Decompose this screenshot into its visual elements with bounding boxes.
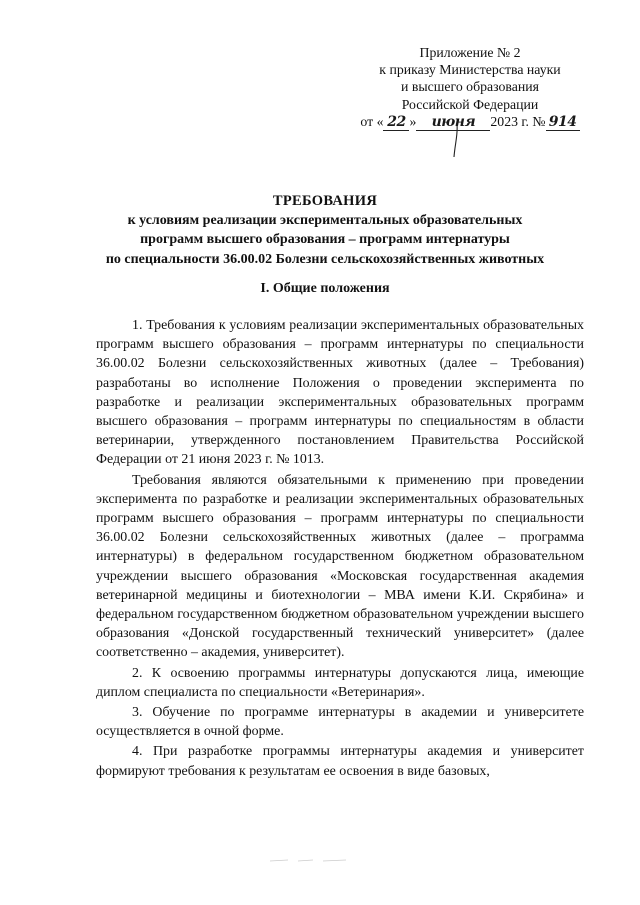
annex-country-line: Российской Федерации xyxy=(401,96,539,112)
paragraph-4: 3. Обучение по программе интернатуры в академии и университете осуществляется в очной форме. xyxy=(96,705,584,740)
date-month: июня xyxy=(416,115,490,131)
date-year: 2023 г. № xyxy=(490,113,546,129)
annex-number: Приложение № 2 xyxy=(419,45,521,60)
annex-date-line xyxy=(340,113,600,131)
annex-ministry-line: и высшего образования xyxy=(401,79,539,95)
paragraph-2: Требования являются обязательными к применению при проведении эксперимента по разработке и реализации экспериментальных образовательных программ высшего образования – программ интернатуры по специальности 36.00.02 Болезни сельскохозяйственных животных (далее – программа интернатуры) в федеральном государственном бюджетном образовательном учреждении высшего образования «Московская государственная академия ветеринарной медицины и биотехнологии – МВА имени К.И. Скрябина» и федеральном государственном бюджетном образовательном учреждении высшего образования «Донской государственный технический университет» (далее соответственно – академия, университет). xyxy=(96,472,584,661)
signature-stroke-icon xyxy=(452,124,460,158)
title-line-2: к условиям реализации экспериментальных образовательных xyxy=(127,213,523,229)
date-mid: » xyxy=(409,113,417,129)
title-line-4: по специальности 36.00.02 Болезни сельскохозяйственных животных xyxy=(105,251,545,267)
annex-order-ref: к приказу Министерства науки xyxy=(379,62,561,78)
section-heading: I. Общие положения xyxy=(260,281,390,296)
title-line-3: программ высшего образования – программ интернатуры xyxy=(140,232,510,248)
date-day: 22 xyxy=(383,115,409,131)
document-title xyxy=(60,192,590,269)
order-number: 914 xyxy=(546,115,580,131)
document-body xyxy=(96,316,584,781)
date-prefix: от « xyxy=(360,113,384,129)
faint-mark-icon xyxy=(268,856,348,864)
title-main: ТРЕБОВАНИЯ xyxy=(272,193,378,209)
annex-header xyxy=(340,44,600,131)
paragraph-5: 4. При разработке программы интернатуры академия и университет формируют требования к результатам ее освоения в виде базовых, xyxy=(96,744,584,779)
paragraph-3: 2. К освоению программы интернатуры допускаются лица, имеющие диплом специалиста по специальности «Ветеринария». xyxy=(96,665,584,700)
paragraph-1: 1. Требования к условиям реализации экспериментальных образовательных программ высшего образования – программ интернатуры по специальности 36.00.02 Болезни сельскохозяйственных животных (далее – Требования) разработаны во исполнение Положения о проведении эксперимента по разработке и реализации экспериментальных образовательных программ высшего образования – программ интернатуры по специальностям в области ветеринарии, утвержденного постановлением Правительства Российской Федерации от 21 июня 2023 г. № 1013. xyxy=(96,318,584,468)
